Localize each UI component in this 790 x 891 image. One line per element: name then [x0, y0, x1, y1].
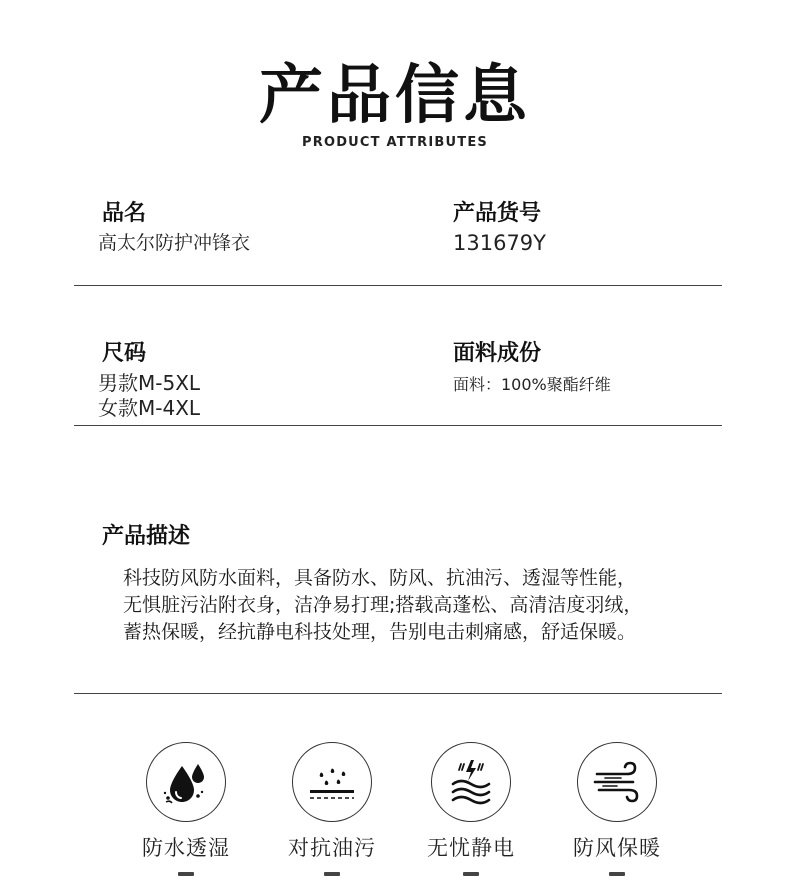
- page-title: 产品信息: [259, 59, 531, 133]
- description-label: 产品描述: [102, 524, 191, 549]
- feature-label: 防风保暖: [573, 836, 661, 860]
- feature-icon-circle: [577, 742, 657, 822]
- feature-waterproof: [126, 742, 246, 876]
- divider: [74, 285, 722, 286]
- feature-dash: [609, 872, 625, 876]
- fabric-value: 面料：100%聚酯纤维: [453, 375, 611, 394]
- fabric-label: 面料成份: [453, 341, 542, 366]
- feature-label: 无忧静电: [427, 836, 515, 860]
- page-subtitle: PRODUCT ATTRIBUTES: [302, 135, 488, 150]
- feature-windproof: [557, 742, 677, 876]
- wind-icon: [587, 752, 647, 812]
- size-label: 尺码: [102, 341, 147, 366]
- feature-icon-circle: [292, 742, 372, 822]
- divider: [74, 693, 722, 694]
- feature-anti-static: [411, 742, 531, 876]
- product-name-value: 高太尔防护冲锋衣: [98, 232, 251, 254]
- product-sku-label: 产品货号: [453, 201, 542, 226]
- description-text: [123, 565, 723, 646]
- divider: [74, 425, 722, 426]
- product-sku-value: 131679Y: [453, 231, 546, 255]
- feature-label: 对抗油污: [288, 836, 376, 860]
- description-line: 无惧脏污沾附衣身，洁净易打理;搭载高蓬松、高清洁度羽绒，: [123, 594, 643, 616]
- feature-dash: [324, 872, 340, 876]
- size-value-men: 男款M-5XL: [98, 371, 201, 395]
- feature-icon-circle: [431, 742, 511, 822]
- feature-dash: [178, 872, 194, 876]
- feature-dash: [463, 872, 479, 876]
- oil-dots-icon: [302, 752, 362, 812]
- static-lightning-icon: [441, 752, 501, 812]
- product-name-label: 品名: [102, 201, 147, 226]
- size-value-women: 女款M-4XL: [98, 396, 201, 420]
- description-line: 蓄热保暖，经抗静电科技处理，告别电击刺痛感，舒适保暖。: [123, 621, 637, 643]
- feature-label: 防水透湿: [142, 836, 230, 860]
- feature-anti-oil: [272, 742, 392, 876]
- description-line: 科技防风防水面料，具备防水、防风、抗油污、透湿等性能，: [123, 567, 637, 589]
- feature-icon-circle: [146, 742, 226, 822]
- water-drops-icon: [156, 752, 216, 812]
